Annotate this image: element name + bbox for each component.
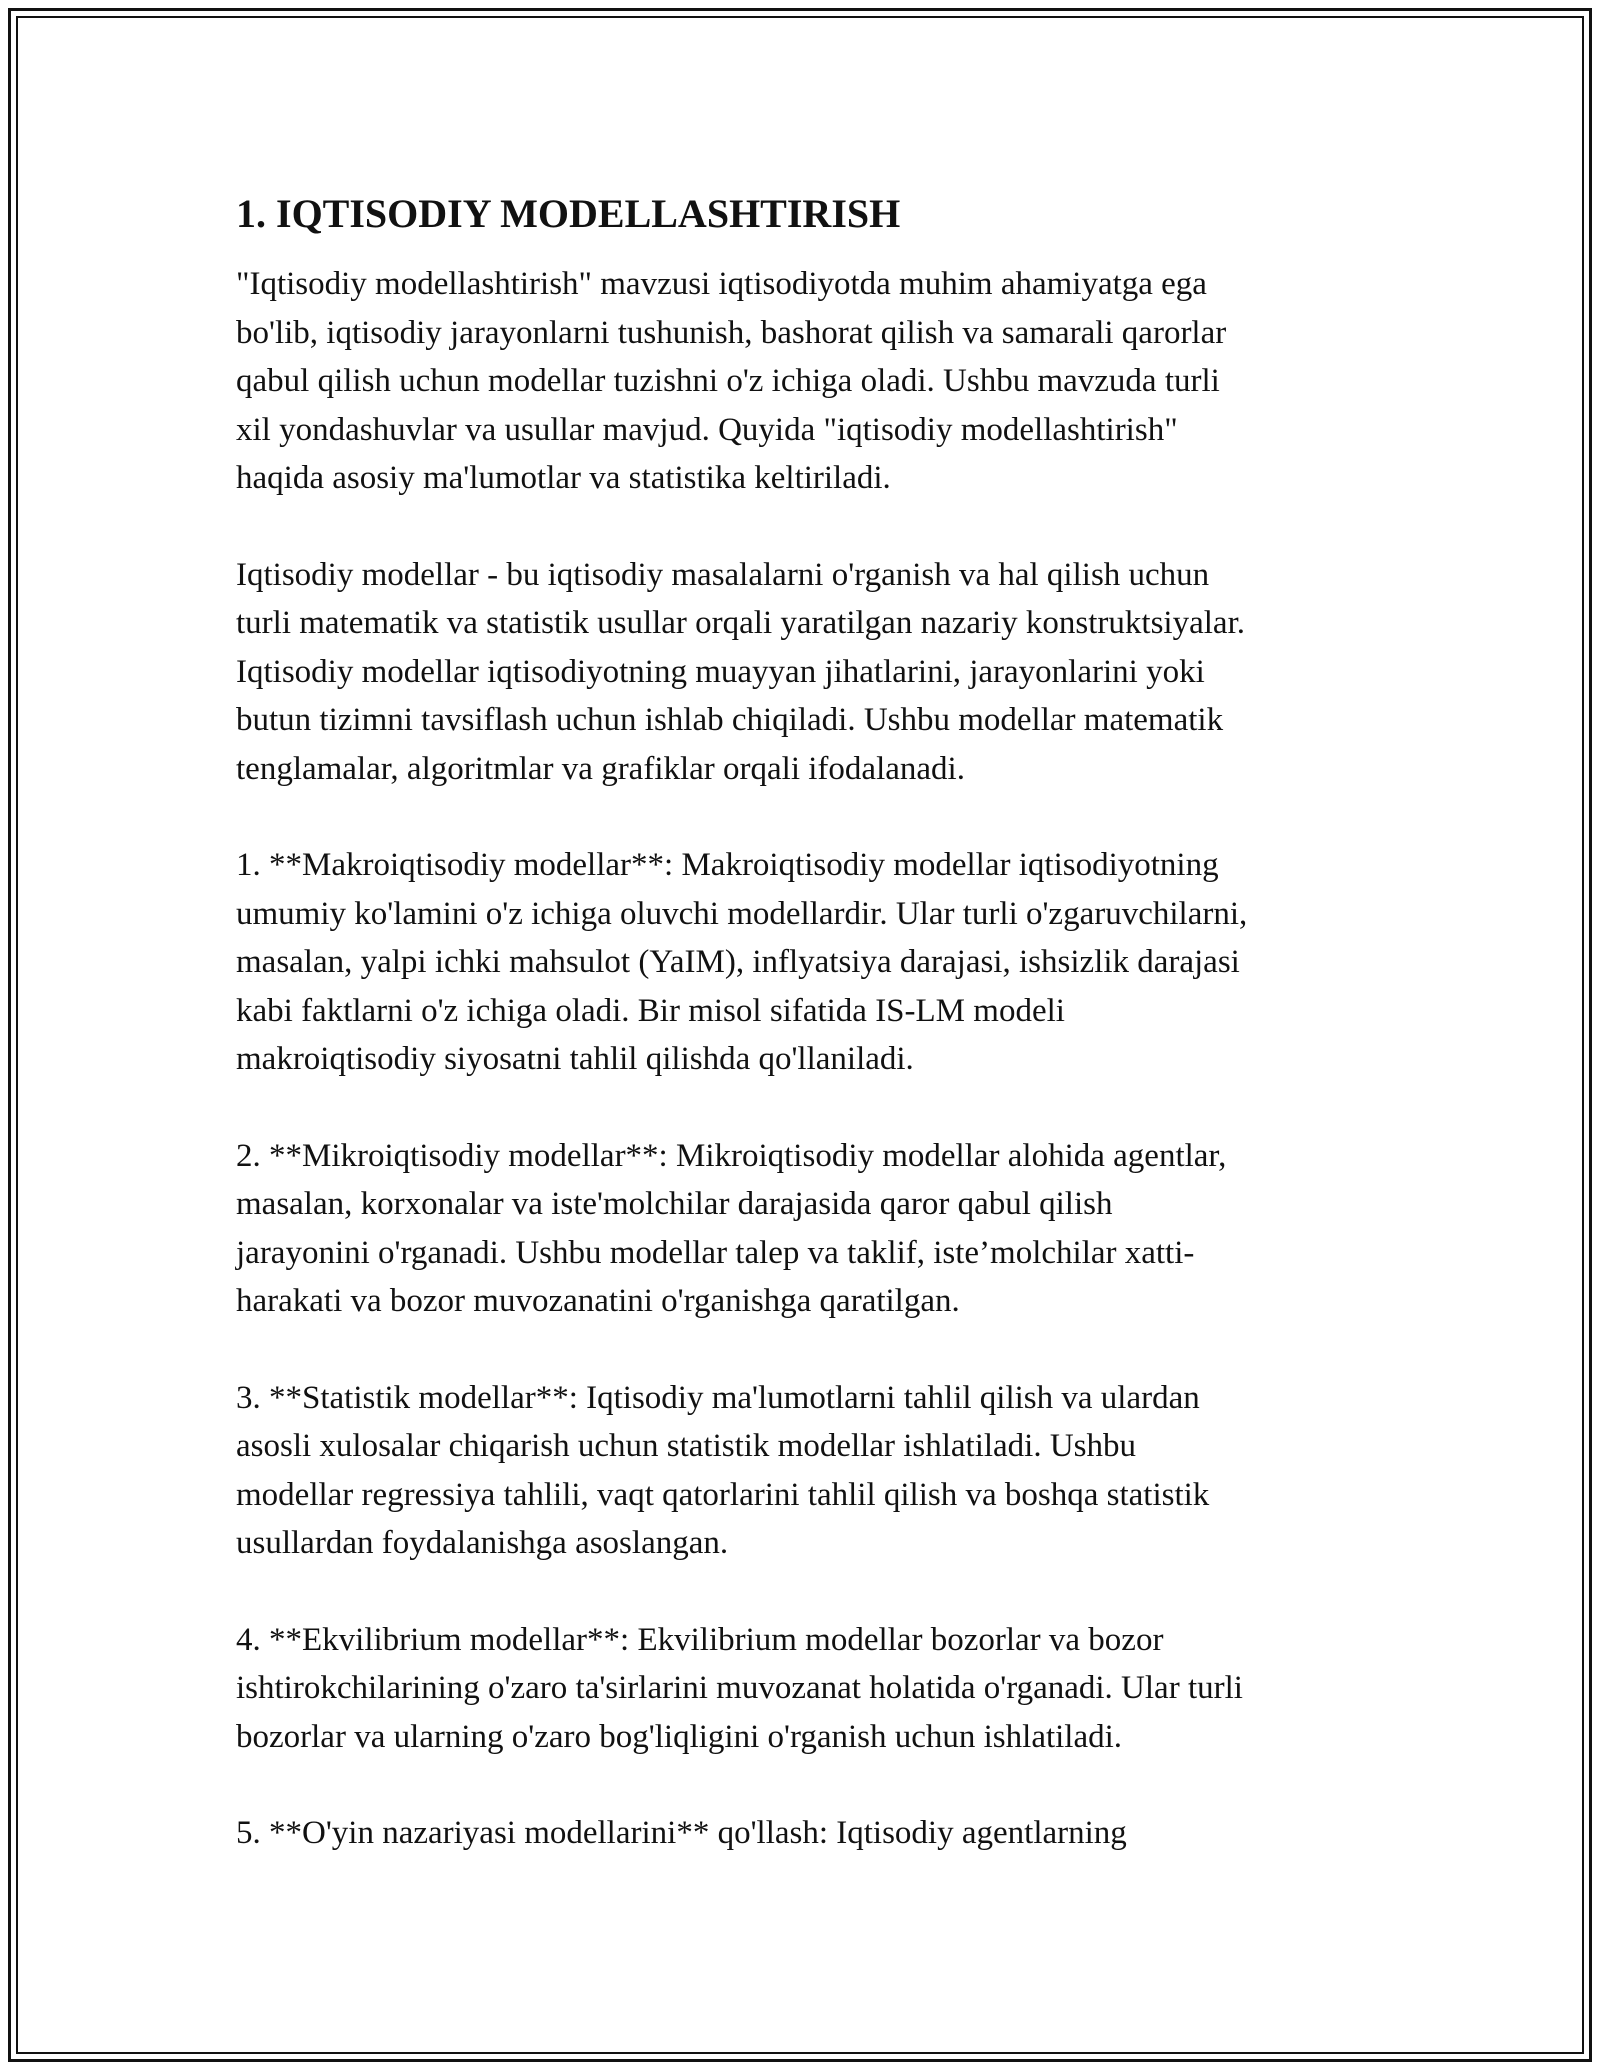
text-line: turli matematik va statistik usullar orqali yaratilgan nazariy konstruktsiyalar. (236, 605, 1245, 641)
list-item-game-theory (236, 1809, 1366, 1858)
intro-paragraph (236, 260, 1366, 503)
text-line: umumiy ko'lamini o'z ichiga oluvchi modellardir. Ular turli o'zgaruvchilarni, (236, 895, 1248, 932)
text-line: Iqtisodiy modellar iqtisodiyotning muayyan jihatlarini, jarayonlarini yoki (236, 653, 1205, 690)
text-line: 5. **O'yin nazariyasi modellarini** qo'llash: Iqtisodiy agentlarning (236, 1815, 1127, 1851)
text-line: xil yondashuvlar va usullar mavjud. Quyida "iqtisodiy modellashtirish" (236, 411, 1178, 448)
list-item-macro (236, 841, 1366, 1084)
list-item-micro (236, 1132, 1366, 1326)
text-line: jarayonini o'rganadi. Ushbu modellar talep va taklif, iste’molchilar xatti- (236, 1234, 1195, 1271)
text-line: harakati va bozor muvozanatini o'rganishga qaratilgan. (236, 1283, 960, 1319)
text-line: makroiqtisodiy siyosatni tahlil qilishda qo'llaniladi. (236, 1041, 914, 1077)
text-line: "Iqtisodiy modellashtirish" mavzusi iqtisodiyotda muhim ahamiyatga ega (236, 266, 1207, 302)
text-line: butun tizimni tavsiflash uchun ishlab chiqiladi. Ushbu modellar matematik (236, 702, 1224, 738)
list-item-equilibrium (236, 1616, 1366, 1762)
text-line: modellar regressiya tahlili, vaqt qatorlarini tahlil qilish va boshqa statistik (236, 1476, 1210, 1513)
text-line: tenglamalar, algoritmlar va grafiklar orqali ifodalanadi. (236, 750, 965, 787)
text-line: 3. **Statistik modellar**: Iqtisodiy ma'lumotlarni tahlil qilish va ulardan (236, 1379, 1200, 1416)
text-line: Iqtisodiy modellar - bu iqtisodiy masalalarni o'rganish va hal qilish uchun (236, 556, 1210, 593)
document-body (236, 188, 1366, 1906)
text-line: 1. **Makroiqtisodiy modellar**: Makroiqtisodiy modellar iqtisodiyotning (236, 847, 1219, 883)
text-line: 4. **Ekvilibrium modellar**: Ekvilibrium modellar bozorlar va bozor (236, 1621, 1164, 1658)
definition-paragraph (236, 551, 1366, 794)
text-line: bo'lib, iqtisodiy jarayonlarni tushunish, bashorat qilish va samarali qarorlar (236, 314, 1227, 351)
document-title: 1. IQTISODIY MODELLASHTIRISH (236, 191, 901, 236)
text-line: usullardan foydalanishga asoslangan. (236, 1525, 729, 1561)
text-line: masalan, korxonalar va iste'molchilar darajasida qaror qabul qilish (236, 1186, 1113, 1222)
text-line: 2. **Mikroiqtisodiy modellar**: Mikroiqtisodiy modellar alohida agentlar, (236, 1137, 1227, 1174)
text-line: haqida asosiy ma'lumotlar va statistika keltiriladi. (236, 460, 891, 496)
text-line: qabul qilish uchun modellar tuzishni o'z ichiga oladi. Ushbu mavzuda turli (236, 363, 1220, 399)
text-line: kabi faktlarni o'z ichiga oladi. Bir misol sifatida IS-LM modeli (236, 992, 1065, 1029)
text-line: asosli xulosalar chiqarish uchun statistik modellar ishlatiladi. Ushbu (236, 1428, 1137, 1464)
list-item-statistical (236, 1374, 1366, 1568)
text-line: ishtirokchilarining o'zaro ta'sirlarini muvozanat holatida o'rganadi. Ular turli (236, 1670, 1243, 1706)
text-line: bozorlar va ularning o'zaro bog'liqligini o'rganish uchun ishlatiladi. (236, 1718, 1123, 1755)
text-line: masalan, yalpi ichki mahsulot (YaIM), inflyatsiya darajasi, ishsizlik darajasi (236, 944, 1240, 980)
